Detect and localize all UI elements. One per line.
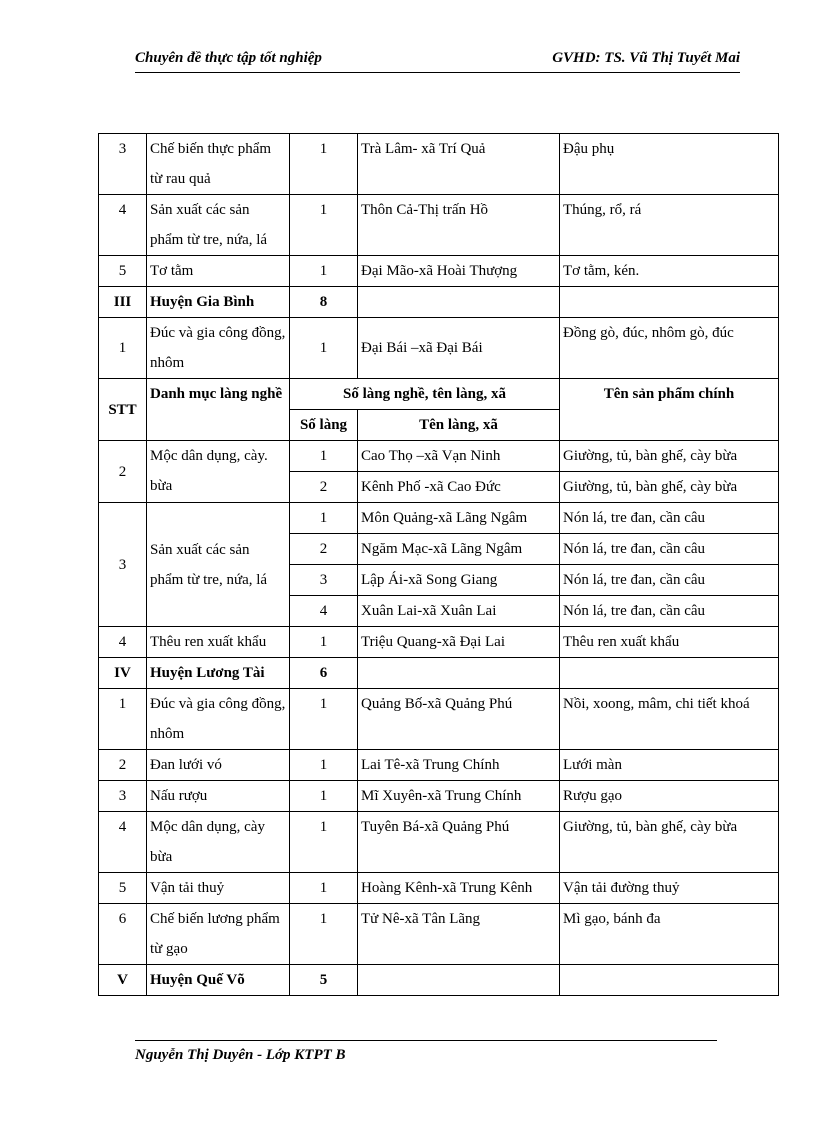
cell-category: Sản xuất các sản phẩm từ tre, nứa, lá [147, 195, 290, 256]
table-row [99, 904, 779, 965]
cell-count: 1 [290, 195, 358, 256]
cell-empty [560, 658, 779, 689]
cell-village: Đại Bái –xã Đại Bái [358, 318, 560, 379]
cell-count: 6 [290, 658, 358, 689]
cell-stt: 4 [99, 627, 147, 658]
cell-empty [358, 287, 560, 318]
cell-stt: III [99, 287, 147, 318]
cell-product: Giường, tủ, bàn ghế, cày bừa [560, 441, 779, 472]
header-advisor: GVHD: TS. Vũ Thị Tuyết Mai [552, 50, 740, 66]
cell-village: Quảng Bố-xã Quảng Phú [358, 689, 560, 750]
cell-village: Thôn Cả-Thị trấn Hồ [358, 195, 560, 256]
cell-count: 1 [290, 134, 358, 195]
cell-product: Nón lá, tre đan, cần câu [560, 596, 779, 627]
cell-village: Hoàng Kênh-xã Trung Kênh [358, 873, 560, 904]
cell-product: Nồi, xoong, mâm, chi tiết khoá [560, 689, 779, 750]
table-row [99, 812, 779, 873]
cell-count: 1 [290, 503, 358, 534]
cell-village: Trà Lâm- xã Trí Quả [358, 134, 560, 195]
table-row [99, 627, 779, 658]
cell-count: 1 [290, 750, 358, 781]
cell-count: 1 [290, 812, 358, 873]
cell-village: Đại Mão-xã Hoài Thượng [358, 256, 560, 287]
cell-category: Thêu ren xuất khẩu [147, 627, 290, 658]
cell-count: 1 [290, 689, 358, 750]
page-header [135, 50, 740, 73]
craft-village-table [98, 133, 779, 996]
cell-count: 8 [290, 287, 358, 318]
cell-stt: IV [99, 658, 147, 689]
table-row [99, 318, 779, 379]
district-row [99, 965, 779, 996]
table-row [99, 503, 779, 534]
cell-village: Kênh Phố -xã Cao Đức [358, 472, 560, 503]
cell-village: Cao Thọ –xã Vạn Ninh [358, 441, 560, 472]
cell-village: Mĩ Xuyên-xã Trung Chính [358, 781, 560, 812]
footer-author: Nguyễn Thị Duyên - Lớp KTPT B [135, 1047, 346, 1063]
district-row [99, 287, 779, 318]
cell-count: 4 [290, 596, 358, 627]
cell-category: Sản xuất các sản phẩm từ tre, nứa, lá [147, 503, 290, 627]
cell-product: Giường, tủ, bàn ghế, cày bừa [560, 472, 779, 503]
cell-district: Huyện Quế Võ [147, 965, 290, 996]
table-header-row [99, 379, 779, 410]
cell-stt: 5 [99, 873, 147, 904]
table-row [99, 750, 779, 781]
header-village-group: Số làng nghề, tên làng, xã [290, 379, 560, 410]
cell-village: Tuyên Bá-xã Quảng Phú [358, 812, 560, 873]
table-row [99, 781, 779, 812]
cell-district: Huyện Gia Bình [147, 287, 290, 318]
cell-count: 2 [290, 472, 358, 503]
cell-product: Rượu gạo [560, 781, 779, 812]
table-row [99, 873, 779, 904]
cell-stt: V [99, 965, 147, 996]
cell-count: 1 [290, 781, 358, 812]
cell-stt: 1 [99, 689, 147, 750]
cell-stt: 1 [99, 318, 147, 379]
table-row [99, 441, 779, 472]
cell-district: Huyện Lương Tài [147, 658, 290, 689]
cell-category: Vận tải thuỷ [147, 873, 290, 904]
district-row [99, 658, 779, 689]
cell-product: Tơ tằm, kén. [560, 256, 779, 287]
cell-count: 1 [290, 904, 358, 965]
cell-count: 3 [290, 565, 358, 596]
header-title: Chuyên đề thực tập tốt nghiệp [135, 50, 322, 66]
cell-stt: 4 [99, 812, 147, 873]
cell-count: 1 [290, 318, 358, 379]
cell-count: 1 [290, 873, 358, 904]
cell-village: Tử Nê-xã Tân Lãng [358, 904, 560, 965]
cell-stt: 3 [99, 134, 147, 195]
header-count: Số làng [290, 410, 358, 441]
cell-village: Lai Tê-xã Trung Chính [358, 750, 560, 781]
table-row [99, 195, 779, 256]
cell-empty [560, 965, 779, 996]
cell-empty [560, 287, 779, 318]
cell-product: Nón lá, tre đan, cần câu [560, 534, 779, 565]
cell-product: Nón lá, tre đan, cần câu [560, 565, 779, 596]
cell-empty [358, 658, 560, 689]
cell-village: Ngăm Mạc-xã Lãng Ngâm [358, 534, 560, 565]
cell-count: 2 [290, 534, 358, 565]
cell-stt: 2 [99, 441, 147, 503]
header-village: Tên làng, xã [358, 410, 560, 441]
table-row [99, 689, 779, 750]
cell-product: Nón lá, tre đan, cần câu [560, 503, 779, 534]
cell-category: Chế biến thực phẩm từ rau quả [147, 134, 290, 195]
cell-product: Thúng, rổ, rá [560, 195, 779, 256]
cell-product: Mì gạo, bánh đa [560, 904, 779, 965]
cell-count: 5 [290, 965, 358, 996]
cell-product: Lưới màn [560, 750, 779, 781]
cell-village: Môn Quảng-xã Lãng Ngâm [358, 503, 560, 534]
cell-stt: 3 [99, 503, 147, 627]
header-stt: STT [99, 379, 147, 441]
cell-stt: 2 [99, 750, 147, 781]
cell-category: Tơ tằm [147, 256, 290, 287]
header-product: Tên sản phẩm chính [560, 379, 779, 441]
cell-category: Mộc dân dụng, cày bừa [147, 812, 290, 873]
cell-stt: 3 [99, 781, 147, 812]
cell-village: Triệu Quang-xã Đại Lai [358, 627, 560, 658]
cell-empty [358, 965, 560, 996]
cell-product: Giường, tủ, bàn ghế, cày bừa [560, 812, 779, 873]
cell-product: Vận tải đường thuỷ [560, 873, 779, 904]
header-category: Danh mục làng nghề [147, 379, 290, 441]
cell-product: Thêu ren xuất khẩu [560, 627, 779, 658]
cell-stt: 5 [99, 256, 147, 287]
cell-category: Mộc dân dụng, cày. bừa [147, 441, 290, 503]
cell-category: Đúc và gia công đồng, nhôm [147, 318, 290, 379]
cell-category: Đan lưới vó [147, 750, 290, 781]
table-row [99, 134, 779, 195]
cell-category: Đúc và gia công đồng, nhôm [147, 689, 290, 750]
page-footer [135, 1040, 717, 1064]
cell-village: Xuân Lai-xã Xuân Lai [358, 596, 560, 627]
cell-count: 1 [290, 256, 358, 287]
cell-stt: 4 [99, 195, 147, 256]
cell-count: 1 [290, 627, 358, 658]
cell-count: 1 [290, 441, 358, 472]
cell-village: Lập Ái-xã Song Giang [358, 565, 560, 596]
cell-product: Đậu phụ [560, 134, 779, 195]
table-row [99, 256, 779, 287]
cell-product: Đồng gò, đúc, nhôm gò, đúc [560, 318, 779, 379]
cell-category: Chế biến lương phẩm từ gạo [147, 904, 290, 965]
cell-stt: 6 [99, 904, 147, 965]
cell-category: Nấu rượu [147, 781, 290, 812]
